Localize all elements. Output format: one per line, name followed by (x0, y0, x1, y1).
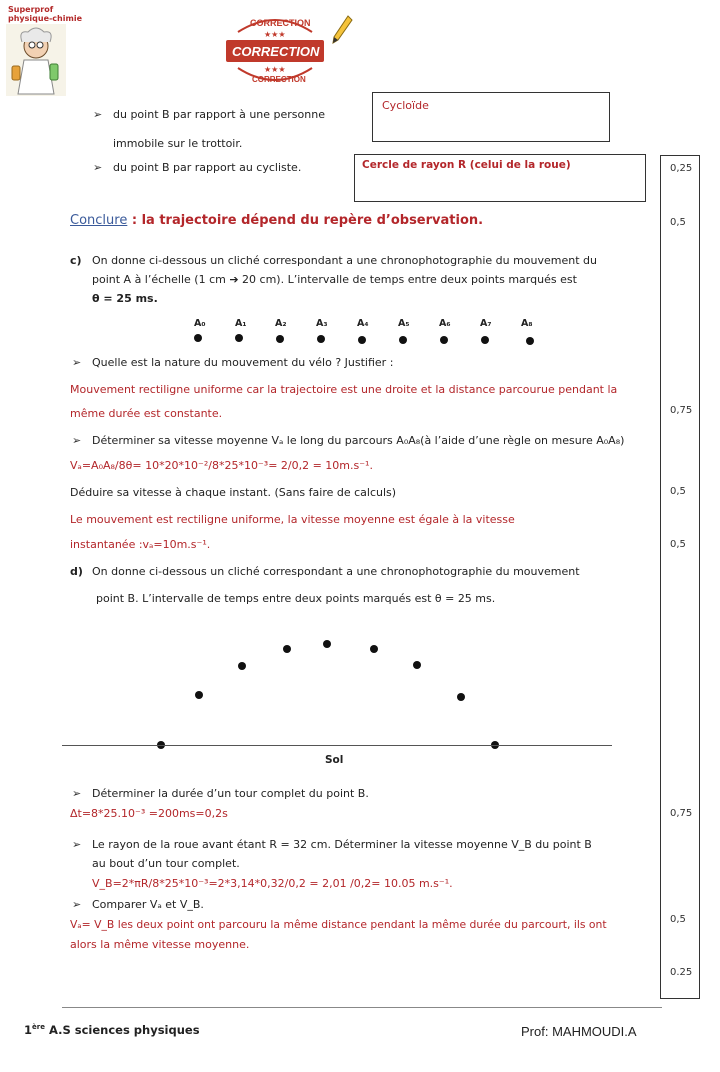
score-column-box (660, 155, 700, 999)
question-c3: Déduire sa vitesse à chaque instant. (Sans faire de calculs) (70, 486, 397, 499)
point-a4 (358, 336, 366, 344)
point-b1 (195, 691, 203, 699)
question-d3: ➢ Comparer Vₐ et V_B. (92, 898, 204, 911)
conclusion-line (70, 213, 483, 228)
part-c-line2: point A à l’échelle (1 cm ➔ 20 cm). L’intervalle de temps entre deux points marqués est (92, 273, 577, 286)
point-label-a1: A₁ (235, 318, 247, 329)
footer-divider (62, 1007, 662, 1008)
brand-logo-text (8, 5, 82, 23)
scientist-mascot-icon (6, 24, 66, 96)
item2-text: ➢ du point B par rapport au cycliste. (113, 161, 301, 174)
point-b7 (457, 693, 465, 701)
answer-d3-line1: Vₐ= V_B les deux point ont parcouru la même distance pendant la même durée du parcourt, ils ont (70, 918, 607, 931)
answer-c1-line2: même durée est constante. (70, 407, 223, 420)
point-a0 (194, 334, 202, 342)
point-a2 (276, 335, 284, 343)
score-c3-answer: 0,5 (670, 539, 686, 550)
question-d2-line1: ➢ Le rayon de la roue avant étant R = 32 cm. Déterminer la vitesse moyenne V_B du point B (92, 838, 592, 851)
point-b2 (238, 662, 246, 670)
stamp-bottom-text: CORRECTION (252, 75, 306, 84)
stamp-top-text: CORRECTION (250, 18, 311, 28)
svg-text:★★★: ★★★ (264, 30, 286, 39)
point-b3 (283, 645, 291, 653)
score-conclude: 0,5 (670, 217, 686, 228)
point-label-a2: A₂ (275, 318, 287, 329)
stamp-main-text: CORRECTION (232, 44, 320, 59)
score-d3: 0,5 (670, 914, 686, 925)
point-label-a7: A₇ (480, 318, 492, 329)
correction-stamp (220, 10, 330, 84)
answer-cercle: Cercle de rayon R (celui de la roue) (362, 159, 571, 171)
point-label-a3: A₃ (316, 318, 328, 329)
ground-label: Sol (325, 754, 344, 766)
point-a3 (317, 335, 325, 343)
part-c-line1: On donne ci-dessous un cliché correspondant a une chronophotographie du mouvement du (92, 254, 598, 267)
part-d-label: d) (70, 565, 83, 578)
point-a1 (235, 334, 243, 342)
point-b4 (323, 640, 331, 648)
item1-line2: immobile sur le trottoir. (113, 137, 243, 150)
answer-d2: V_B=2*πR/8*25*10⁻³=2*3,14*0,32/0,2 = 2,01 /0,2= 10.05 m.s⁻¹. (92, 877, 453, 890)
conclude-text: : la trajectoire dépend du repère d’observation. (127, 213, 484, 228)
pencil-icon (330, 14, 354, 46)
footer-level-num: 1 (24, 1023, 33, 1037)
answer-d1: Δt=8*25.10⁻³ =200ms=0,2s (70, 807, 228, 820)
footer-level-text: A.S sciences physiques (44, 1023, 200, 1037)
score-c1: 0,75 (670, 405, 693, 416)
point-a8 (526, 337, 534, 345)
score-last: 0.25 (670, 967, 693, 978)
point-label-a4: A₄ (357, 318, 369, 329)
answer-cycloide: Cycloïde (382, 99, 429, 112)
brand-line-1: Superprof (8, 5, 54, 14)
point-label-a6: A₆ (439, 318, 451, 329)
answer-d3-line2: alors la même vitesse moyenne. (70, 938, 250, 951)
score-c3: 0,5 (670, 486, 686, 497)
score-item2: 0,25 (670, 163, 693, 174)
point-a6 (440, 336, 448, 344)
point-label-a5: A₅ (398, 318, 410, 329)
point-label-a0: A₀ (194, 318, 206, 329)
footer-prof: Prof: MAHMOUDI.A (521, 1024, 637, 1039)
part-c-label: c) (70, 254, 82, 267)
part-d-line2: point B. L’intervalle de temps entre deux points marqués est θ = 25 ms. (96, 592, 496, 605)
brand-line-2: physique-chimie (8, 14, 82, 23)
question-d2-line2: au bout d’un tour complet. (92, 857, 240, 870)
answer-c1-line1: Mouvement rectiligne uniforme car la trajectoire est une droite et la distance parcourue pendant la (70, 383, 618, 396)
point-label-a8: A₈ (521, 318, 533, 329)
answer-c3-line2: instantanée :vₐ=10m.s⁻¹. (70, 538, 211, 551)
point-a7 (481, 336, 489, 344)
point-b6 (413, 661, 421, 669)
part-c-line3: θ = 25 ms. (92, 292, 158, 305)
footer-level-sup: ère (32, 1023, 45, 1032)
answer-c3-line1: Le mouvement est rectiligne uniforme, la vitesse moyenne est égale à la vitesse (70, 513, 515, 526)
footer-level (24, 1023, 200, 1037)
point-b5 (370, 645, 378, 653)
question-c1: ➢ Quelle est la nature du mouvement du vélo ? Justifier : (92, 356, 393, 369)
score-d1: 0,75 (670, 808, 693, 819)
item1-line1: ➢ du point B par rapport à une personne (113, 108, 325, 121)
part-d-line1: On donne ci-dessous un cliché correspondant a une chronophotographie du mouvement (92, 565, 580, 578)
conclude-label: Conclure (70, 213, 128, 228)
point-a5 (399, 336, 407, 344)
question-c2: ➢ Déterminer sa vitesse moyenne Vₐ le long du parcours A₀A₈(à l’aide d’une règle on mesure A₀A₈) (92, 434, 624, 447)
ground-line (62, 745, 612, 746)
answer-c2: Vₐ=A₀A₈/8θ= 10*20*10⁻²/8*25*10⁻³= 2/0,2 = 10m.s⁻¹. (70, 459, 373, 472)
question-d1: ➢ Déterminer la durée d’un tour complet du point B. (92, 787, 369, 800)
svg-text:★★★: ★★★ (264, 65, 286, 74)
